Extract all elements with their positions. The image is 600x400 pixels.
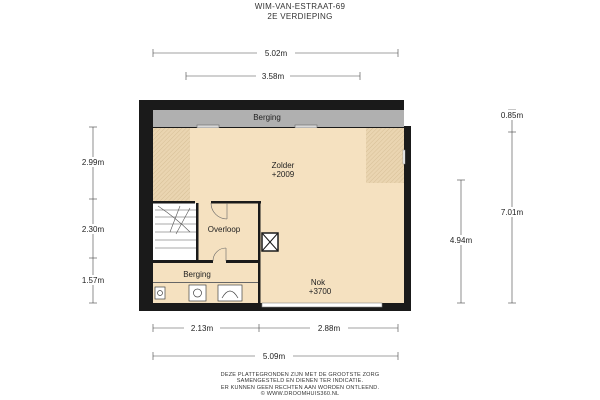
washing-machine-icon bbox=[189, 285, 206, 301]
disclaimer-line-2: SAMENGESTELD EN DIENEN TER INDICATIE. bbox=[236, 378, 364, 385]
disclaimer-line-1: DEZE PLATTEGRONDEN ZIJN MET DE GROOTSTE ZORG bbox=[220, 372, 380, 378]
side-marks bbox=[403, 150, 405, 164]
dim-right-overall: 7.01m bbox=[500, 208, 524, 217]
disclaimer bbox=[0, 372, 600, 397]
overloop-label: Overloop bbox=[207, 225, 241, 234]
dim-left-bottom: 1.57m bbox=[81, 276, 105, 285]
nok-room bbox=[260, 203, 404, 303]
dim-bottom-left: 2.13m bbox=[190, 324, 214, 333]
dim-left-top: 2.99m bbox=[81, 158, 105, 167]
dim-bottom-overall: 5.09m bbox=[262, 352, 286, 361]
address-title: WIM-VAN-ESTRAAT-69 bbox=[254, 2, 346, 11]
berging-top-label: Berging bbox=[253, 113, 281, 122]
nok-level: +3700 bbox=[308, 287, 332, 296]
dim-bottom-right: 2.88m bbox=[317, 324, 341, 333]
berging-small-label: Berging bbox=[183, 270, 211, 279]
roof-step bbox=[404, 100, 412, 126]
dim-top-overall: 5.02m bbox=[264, 49, 288, 58]
disclaimer-line-4: © WWW.DROOMHUIS360.NL bbox=[260, 390, 340, 397]
dim-top-inner: 3.58m bbox=[261, 72, 285, 81]
dryer-icon bbox=[218, 285, 242, 301]
shaft-box bbox=[262, 233, 278, 251]
dim-left-mid: 2.30m bbox=[81, 225, 105, 234]
zolder-label: Zolder bbox=[271, 161, 295, 170]
bottom-windows bbox=[262, 303, 382, 307]
boiler-unit bbox=[155, 287, 165, 299]
zolder-level: +2009 bbox=[271, 170, 295, 179]
dim-right-inner: 4.94m bbox=[449, 236, 473, 245]
dim-right-small: 0.85m bbox=[500, 111, 524, 120]
floor-subtitle: 2E VERDIEPING bbox=[267, 12, 333, 21]
disclaimer-line-3: ER KUNNEN GEEN RECHTEN AAN WORDEN ONTLEEND. bbox=[220, 384, 380, 391]
nok-label: Nok bbox=[310, 278, 326, 287]
